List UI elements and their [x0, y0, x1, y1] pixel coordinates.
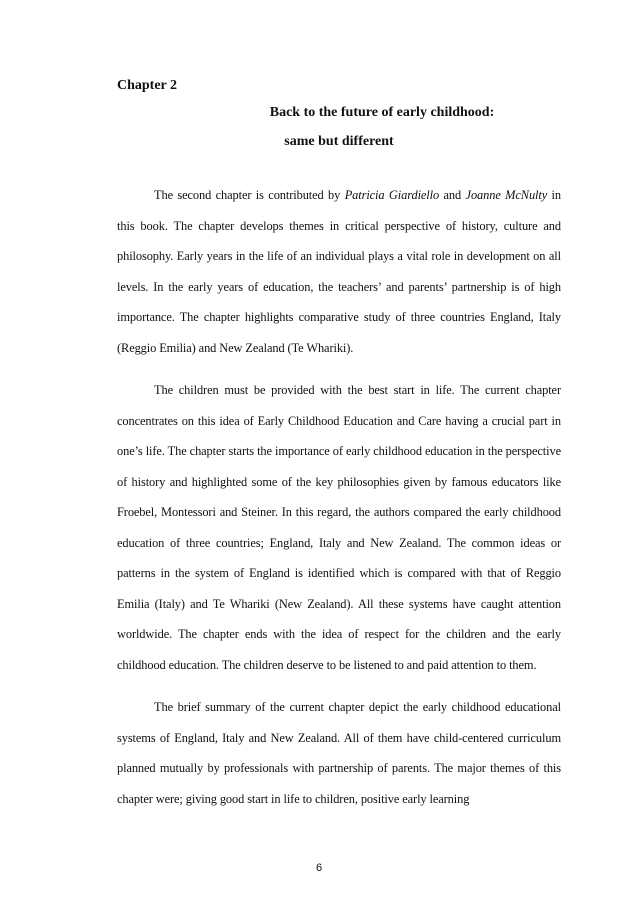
chapter-title-line1: Back to the future of early childhood:: [269, 105, 495, 120]
chapter-label: Chapter 2: [117, 78, 178, 93]
paragraph-1: [117, 180, 561, 363]
chapter-title-line2: same but different: [284, 134, 394, 149]
p1-conjunction: and: [439, 188, 466, 202]
author-name-2: Joanne McNulty: [465, 188, 548, 202]
p1-rest: in this book. The chapter develops themes in critical perspective of history, culture and philosophy. Early years in the life of an individual plays a vital role in development on all levels. In the early years of education, the teachers’ and parents’ partnership is of high importance. The chapter highlights comparative study of three countries England, Italy (Reggio Emilia) and New Zealand (Te Whariki).: [117, 188, 561, 355]
page-number: 6: [315, 862, 323, 874]
p1-intro: The second chapter is contributed by: [154, 188, 345, 202]
paragraph-2: The children must be provided with the best start in life. The current chapter concentrates on this idea of Early Childhood Education and Care having a crucial part in one’s life. The chapter starts the importance of early childhood education in the perspective of history and highlighted some of the key philosophies given by famous educators like Froebel, Montessori and Steiner. In this regard, the authors compared the early childhood education of three countries; England, Italy and New Zealand. The common ideas or patterns in the system of England is identified which is compared with that of Reggio Emilia (Italy) and Te Whariki (New Zealand). All these systems have caught attention worldwide. The chapter ends with the idea of respect for the children and the early childhood education. The children deserve to be listened to and paid attention to them.: [117, 383, 561, 672]
body-text: [117, 180, 561, 826]
author-name-1: Patricia Giardiello: [344, 188, 440, 202]
paragraph-3: The brief summary of the current chapter depict the early childhood educational systems of England, Italy and New Zealand. All of them have child-centered curriculum planned mutually by professionals with partnership of parents. The major themes of this chapter were; giving good start in life to children, positive early learning: [117, 700, 561, 806]
